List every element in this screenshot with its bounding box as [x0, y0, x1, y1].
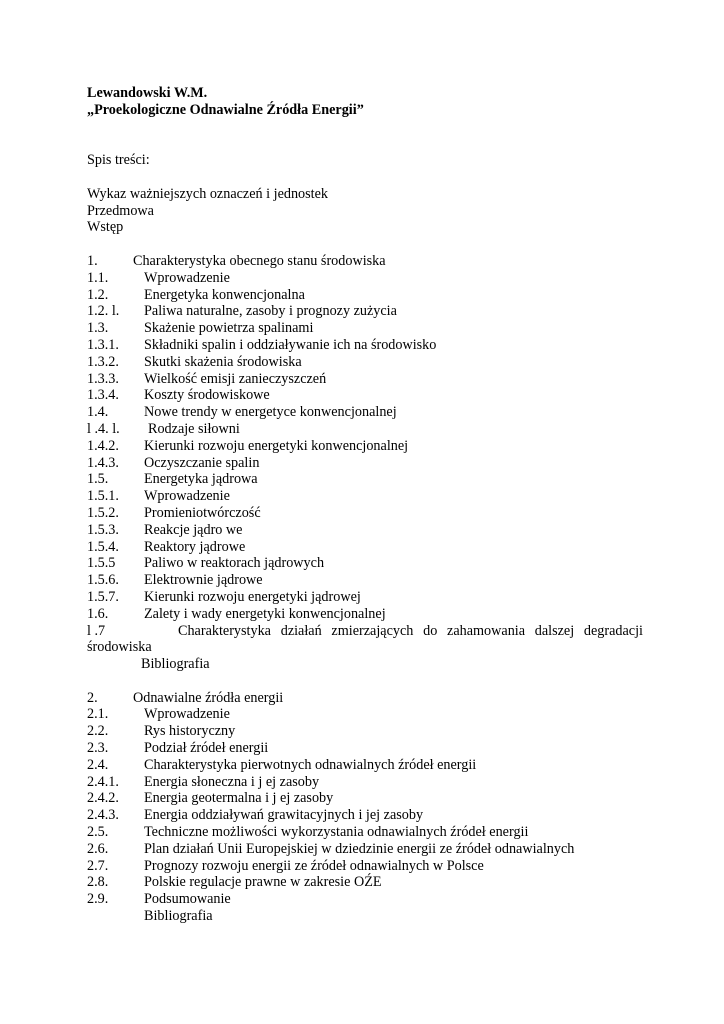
toc-entry	[87, 539, 643, 556]
toc-entry	[87, 438, 643, 455]
toc-entry-number: l .7	[87, 622, 106, 639]
toc-entry-title: Wielkość emisji zanieczyszczeń	[144, 370, 327, 387]
front-matter-item: Wykaz ważniejszych oznaczeń i jednostek	[87, 185, 329, 202]
document-title: „Proekologiczne Odnawialne Źródła Energii”	[87, 101, 364, 118]
toc-entry-title: Energia słoneczna i j ej zasoby	[144, 773, 320, 790]
chapter-title: Odnawialne źródła energii	[133, 689, 284, 706]
toc-entry	[87, 874, 643, 891]
toc-entry	[87, 421, 643, 438]
toc-entry	[87, 824, 643, 841]
chapter-2-items	[87, 706, 643, 908]
toc-entry-title: Podsumowanie	[144, 891, 231, 908]
chapter-1-heading	[87, 253, 643, 270]
toc-entry-number: 1.4.2.	[87, 437, 119, 454]
toc-entry	[87, 841, 643, 858]
toc-entry	[87, 807, 643, 824]
toc-entry-number: l .4. l.	[87, 420, 120, 437]
front-matter-item: Wstęp	[87, 219, 124, 236]
toc-entry-number: 1.5.5	[87, 555, 116, 572]
author: Lewandowski W.M.	[87, 85, 208, 101]
toc-entry	[87, 891, 643, 908]
toc-entry-number: 1.3.3.	[87, 370, 119, 387]
chapter-2-bibliography: Bibliografia	[144, 908, 213, 925]
toc-entry-number: 2.4.2.	[87, 790, 119, 807]
toc-entry	[87, 488, 643, 505]
toc-entry	[87, 740, 643, 757]
toc-entry	[87, 589, 643, 606]
toc-entry	[87, 858, 643, 875]
toc-entry-title: Koszty środowiskowe	[144, 387, 270, 404]
chapter-1-bibliography: Bibliografia	[141, 656, 210, 673]
toc-entry-number: 2.7.	[87, 857, 109, 874]
toc-entry-title: Charakterystyka pierwotnych odnawialnych źródeł energii	[144, 756, 477, 773]
document-page	[87, 85, 643, 925]
toc-entry-title: Wprowadzenie	[144, 269, 230, 286]
toc-entry-number: 1.3.2.	[87, 353, 119, 370]
chapter-1-items	[87, 270, 643, 623]
toc-entry-number: 2.3.	[87, 740, 109, 757]
toc-heading: Spis treści:	[87, 152, 150, 169]
toc-entry-title: Paliwo w reaktorach jądrowych	[144, 555, 325, 572]
toc-entry	[87, 303, 643, 320]
toc-entry-title: Energia geotermalna i j ej zasoby	[144, 790, 334, 807]
toc-entry	[87, 606, 643, 623]
toc-entry	[87, 723, 643, 740]
toc-entry	[87, 790, 643, 807]
toc-entry-number: 1.5.6.	[87, 572, 119, 589]
toc-entry-title: Elektrownie jądrowe	[144, 572, 263, 589]
toc-entry-number: 2.4.	[87, 756, 109, 773]
toc-entry-title: Promieniotwórczość	[144, 504, 261, 521]
toc-entry-number: 2.8.	[87, 874, 109, 891]
toc-entry-title: Paliwa naturalne, zasoby i prognozy zużycia	[144, 303, 397, 320]
toc-entry-title: Kierunki rozwoju energetyki konwencjonalnej	[144, 437, 409, 454]
toc-entry-number: 1.5.3.	[87, 521, 119, 538]
toc-entry	[87, 371, 643, 388]
toc-entry	[87, 337, 643, 354]
toc-entry-title: Skażenie powietrza spalinami	[144, 320, 314, 337]
toc-entry-number: 2.1.	[87, 706, 109, 723]
chapter-2-heading	[87, 690, 643, 707]
toc-entry-title: Reakcje jądro we	[144, 521, 243, 538]
toc-entry-title: Charakterystyka działań zmierzających do zahamowania dalszej degradacji	[178, 622, 643, 639]
toc-entry-title: Składniki spalin i oddziaływanie ich na środowisko	[144, 336, 437, 353]
toc-entry-number: 1.3.	[87, 320, 109, 337]
toc-entry-number: 2.4.1.	[87, 773, 119, 790]
toc-entry-title: Rys historyczny	[144, 723, 236, 740]
toc-entry-title-continued: środowiska	[87, 639, 152, 656]
toc-entry-number: 1.6.	[87, 605, 109, 622]
toc-entry	[87, 774, 643, 791]
toc-entry	[87, 354, 643, 371]
toc-entry	[87, 270, 643, 287]
toc-entry-title: Energia oddziaływań grawitacyjnych i jej zasoby	[144, 807, 424, 824]
toc-entry-number: 1.2. l.	[87, 303, 120, 320]
toc-entry	[87, 320, 643, 337]
toc-entry-title: Oczyszczanie spalin	[144, 454, 260, 471]
toc-entry-number: 1.3.1.	[87, 336, 119, 353]
toc-entry-number: 1.5.	[87, 471, 109, 488]
toc-entry-number: 1.5.1.	[87, 488, 119, 505]
toc-entry-title: Rodzaje siłowni	[148, 420, 240, 437]
toc-entry	[87, 404, 643, 421]
toc-entry-number: 1.2.	[87, 286, 109, 303]
toc-entry-number: 1.4.	[87, 404, 109, 421]
toc-entry-number: 1.5.4.	[87, 538, 119, 555]
toc-entry-title: Techniczne możliwości wykorzystania odnawialnych źródeł energii	[144, 824, 529, 841]
toc-entry-title: Prognozy rozwoju energii ze źródeł odnawialnych w Polsce	[144, 857, 484, 874]
chapter-number: 1.	[87, 252, 98, 269]
toc-entry-title: Podział źródeł energii	[144, 740, 269, 757]
toc-entry	[87, 522, 643, 539]
toc-entry-number: 1.5.7.	[87, 588, 119, 605]
toc-entry-title: Zalety i wady energetyki konwencjonalnej	[144, 605, 386, 622]
toc-entry	[87, 471, 643, 488]
toc-entry-title: Reaktory jądrowe	[144, 538, 246, 555]
toc-entry-title: Wprowadzenie	[144, 488, 230, 505]
toc-entry	[87, 455, 643, 472]
toc-entry-number: 2.2.	[87, 723, 109, 740]
toc-entry-title: Polskie regulacje prawne w zakresie OŹE	[144, 874, 382, 891]
toc-entry-title: Energetyka jądrowa	[144, 471, 258, 488]
toc-entry-title: Wprowadzenie	[144, 706, 230, 723]
toc-entry	[87, 706, 643, 723]
front-matter-item: Przedmowa	[87, 202, 154, 219]
toc-entry-number: 2.5.	[87, 824, 109, 841]
toc-entry-number: 2.9.	[87, 891, 109, 908]
toc-entry-1-7	[87, 623, 643, 640]
chapter-title: Charakterystyka obecnego stanu środowiska	[133, 252, 386, 269]
chapter-number: 2.	[87, 689, 98, 706]
toc-entry-title: Kierunki rozwoju energetyki jądrowej	[144, 588, 361, 605]
toc-entry	[87, 387, 643, 404]
toc-entry-title: Energetyka konwencjonalna	[144, 286, 305, 303]
toc-entry-title: Skutki skażenia środowiska	[144, 353, 302, 370]
toc-entry-number: 1.1.	[87, 269, 109, 286]
toc-entry-title: Plan działań Unii Europejskiej w dziedzinie energii ze źródeł odnawialnych	[144, 840, 575, 857]
toc-entry-number: 2.6.	[87, 840, 109, 857]
toc-entry-title: Nowe trendy w energetyce konwencjonalnej	[144, 404, 397, 421]
toc-entry	[87, 505, 643, 522]
toc-entry	[87, 555, 643, 572]
toc-entry	[87, 287, 643, 304]
toc-entry-number: 1.4.3.	[87, 454, 119, 471]
toc-entry-number: 2.4.3.	[87, 807, 119, 824]
toc-entry-number: 1.3.4.	[87, 387, 119, 404]
toc-entry	[87, 757, 643, 774]
toc-entry-number: 1.5.2.	[87, 504, 119, 521]
toc-entry	[87, 572, 643, 589]
